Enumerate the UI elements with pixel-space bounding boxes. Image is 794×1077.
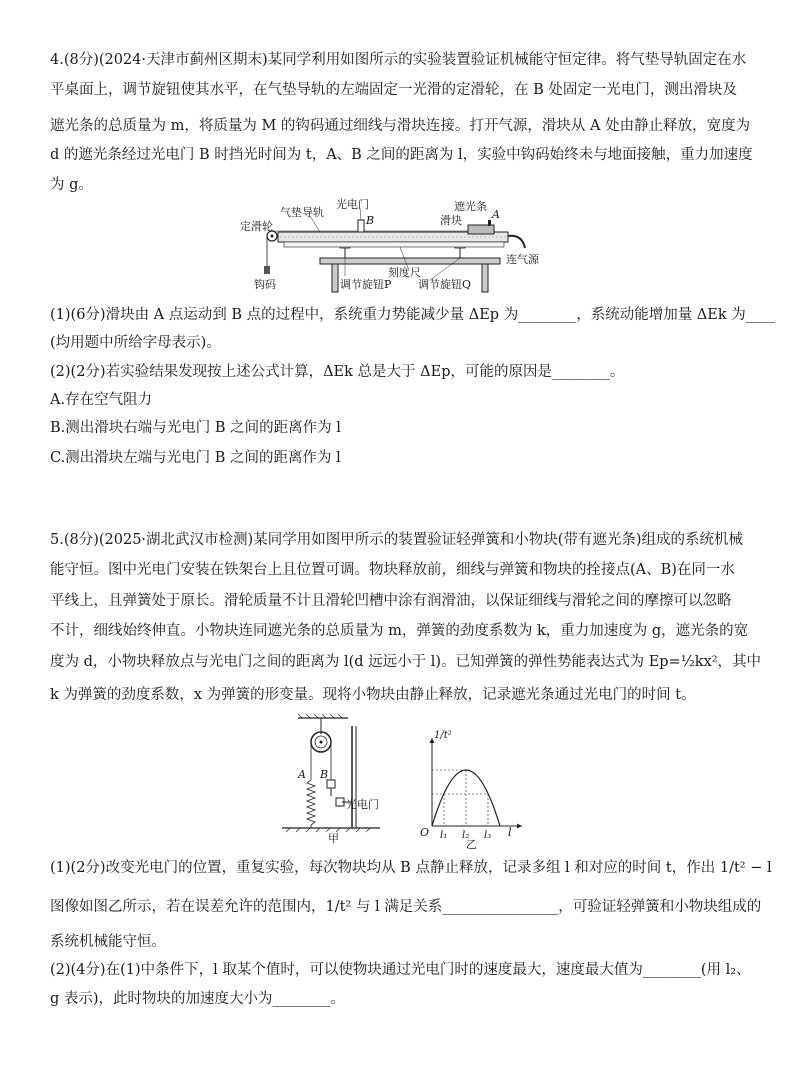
photogate-label: 光电门: [346, 798, 379, 811]
table-top: [320, 258, 500, 264]
photogate-shape: [358, 220, 364, 232]
guide-rail-label: 气垫导轨: [280, 206, 324, 219]
l3-label: l₃: [484, 830, 492, 841]
q5-sub1-line-3: 系统机械能守恒。: [50, 934, 166, 950]
fig-b-caption: 乙: [466, 838, 477, 850]
shade-label: 遮光条: [454, 200, 487, 213]
fig-a-caption: 甲: [328, 832, 339, 844]
q5-sub2-line-2: g 表示)，此时物块的加速度大小为________。: [50, 991, 346, 1007]
q4-option-a: A.存在空气阻力: [50, 392, 153, 408]
q4-line-2: 平桌面上，调节旋钮使其水平，在气垫导轨的左端固定一光滑的定滑轮，在 B 处固定一光电门，测出滑块及: [50, 82, 737, 98]
knob-p-label: 调节旋钮P: [340, 278, 392, 291]
q5-line-5: 度为 d，小物块释放点与光电门之间的距离为 l(d 远远小于 l)。已知弹簧的弹性势能表达式为 Ep=½kx²，其中: [50, 654, 762, 670]
block-shape: [327, 780, 335, 788]
origin-label: O: [420, 826, 430, 839]
q5-line-3: 平线上，且弹簧处于原长。滑轮质量不计且滑轮凹槽中涂有润滑油，以保证细线与滑轮之间的摩擦可以忽略: [50, 593, 732, 609]
scale-label: 刻度尺: [388, 266, 421, 279]
q5-line-2: 能守恒。图中光电门安装在铁架台上且位置可调。物块释放前，细线与弹簧和物块的拴接点(A、B)在同一水: [50, 562, 735, 578]
l2-label: l₂: [462, 830, 470, 841]
point-b-label: B: [320, 768, 329, 781]
q4-sub1-line-2: (均用题中所给字母表示)。: [50, 335, 221, 351]
knob-q-label: 调节旋钮Q: [418, 278, 472, 291]
q4-option-b: B.测出滑块右端与光电门 B 之间的距离作为 l: [50, 420, 341, 436]
y-axis-label: 1/t²: [434, 730, 452, 741]
q4-line-1: 4.(8分)(2024·天津市蓟州区期末)某同学利用如图所示的实验装置验证机械能守恒定律。将气垫导轨固定在水: [50, 52, 747, 68]
q5-line-1: 5.(8分)(2025·湖北武汉市检测)某同学用如图甲所示的装置验证轻弹簧和小物块(带有遮光条)组成的系统机械: [50, 532, 744, 548]
q4-option-c: C.测出滑块左端与光电门 B 之间的距离作为 l: [50, 450, 341, 466]
point-a-label: A: [298, 768, 306, 781]
q5-sub1-line-1: (1)(2分)改变光电门的位置，重复实验，每次物块均从 B 点静止释放，记录多组 l 和对应的时间 t，作出 1/t² − l: [50, 860, 772, 876]
slider-label: 滑块: [440, 214, 462, 227]
air-source-label: 连气源: [506, 253, 539, 266]
q4-line-5: 为 g。: [50, 177, 93, 193]
hook-weight-shape: [264, 266, 270, 274]
q5-sub2-line-1: (2)(4分)在(1)中条件下，l 取某个值时，可以使物块通过光电门时的速度最大，速度最大值为________(用 l₂、: [50, 962, 751, 978]
point-b-label: B: [366, 214, 375, 227]
q5-line-4: 不计，细线始终伸直。小物块连同遮光条的总质量为 m，弹簧的劲度系数为 k，重力加速度为 g，遮光条的宽: [50, 623, 749, 639]
q5-sub1-line-2: 图像如图乙所示，若在误差允许的范围内，1/t² 与 l 满足关系________________，可验证轻弹簧和小物块组成的: [50, 899, 762, 915]
hook-weight-label: 钩码: [254, 278, 276, 291]
pulley-label: 定滑轮: [240, 220, 273, 233]
graph-figure: [418, 730, 528, 850]
l1-label: l₁: [440, 830, 448, 841]
q5-line-6: k 为弹簧的劲度系数，x 为弹簧的形变量。现将小物块由静止释放，记录遮光条通过光电门的时间 t。: [50, 687, 696, 703]
spring-shape: [307, 780, 315, 828]
q4-sub1-line-1: (1)(6分)滑块由 A 点运动到 B 点的过程中，系统重力势能减少量 ΔEp 为________，系统动能增加量 ΔEk 为____: [50, 307, 775, 323]
q4-line-3: 遮光条的总质量为 m，将质量为 M 的钩码通过细线与滑块连接。打开气源，滑块从 A 处由静止释放，宽度为: [50, 118, 751, 134]
point-a-label: A: [492, 208, 500, 221]
q4-sub2: (2)(2分)若实验结果发现按上述公式计算，ΔEk 总是大于 ΔEp，可能的原因是________。: [50, 364, 625, 380]
spring-apparatus-figure: [276, 712, 406, 844]
slider-shape: [468, 225, 494, 234]
x-axis-label: l: [508, 826, 512, 839]
q4-line-4: d 的遮光条经过光电门 B 时挡光时间为 t，A、B 之间的距离为 l，实验中钩码始终未与地面接触，重力加速度: [50, 147, 753, 163]
photogate-label: 光电门: [336, 198, 369, 211]
air-track-figure: [240, 196, 560, 296]
